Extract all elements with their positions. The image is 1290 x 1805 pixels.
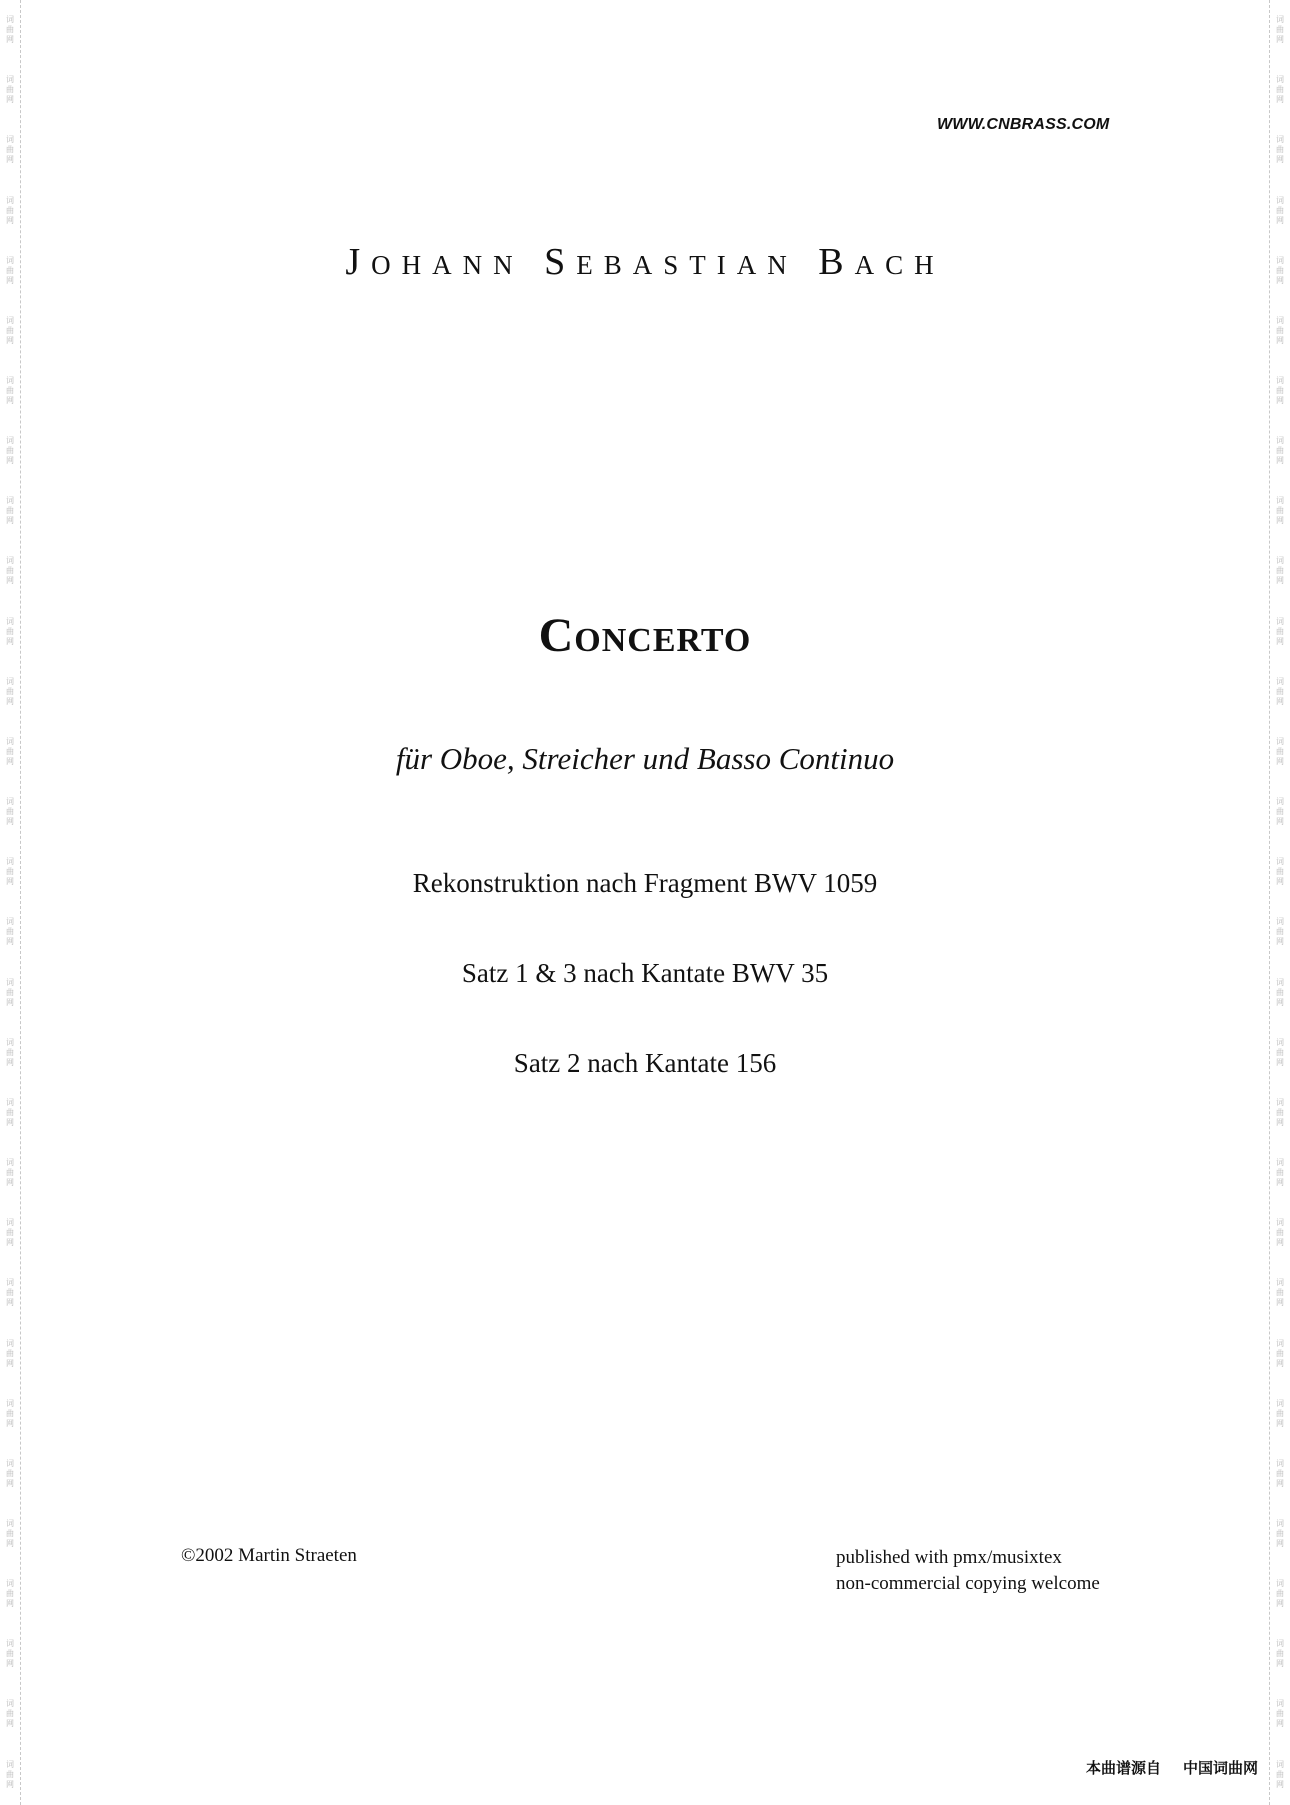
edge-watermark-text: 词曲网 <box>1276 736 1284 766</box>
edge-watermark-text: 词曲网 <box>6 75 14 105</box>
edge-watermark-text: 词曲网 <box>1276 1158 1284 1188</box>
edge-watermark-text: 词曲网 <box>6 1579 14 1609</box>
edge-watermark-text: 词曲网 <box>6 315 14 345</box>
edge-watermark-text: 词曲网 <box>1276 75 1284 105</box>
edge-watermark-text: 词曲网 <box>6 135 14 165</box>
edge-watermark-text: 词曲网 <box>1276 616 1284 646</box>
edge-watermark-text: 词曲网 <box>1276 977 1284 1007</box>
edge-watermark-text: 词曲网 <box>6 676 14 706</box>
edge-watermark-text: 词曲网 <box>6 1759 14 1789</box>
work-title: Concerto <box>538 609 752 662</box>
edge-watermark-text: 词曲网 <box>6 1338 14 1368</box>
edge-watermark-text: 词曲网 <box>1276 556 1284 586</box>
edge-watermark-text: 词曲网 <box>6 977 14 1007</box>
edge-watermark-text: 词曲网 <box>1276 1759 1284 1789</box>
edge-watermark-text: 词曲网 <box>6 436 14 466</box>
edge-watermark-text: 词曲网 <box>6 1639 14 1669</box>
source-attribution <box>1086 1757 1258 1778</box>
edge-watermark-text: 词曲网 <box>6 616 14 646</box>
edge-watermark-text: 词曲网 <box>1276 857 1284 887</box>
edge-watermark-text: 词曲网 <box>6 797 14 827</box>
edge-watermark-text: 词曲网 <box>6 1097 14 1127</box>
publisher-info <box>836 1545 1100 1597</box>
instrumentation-subtitle: für Oboe, Streicher und Basso Continuo <box>395 741 895 776</box>
edge-watermark-text: 词曲网 <box>6 1398 14 1428</box>
edge-watermark-text: 词曲网 <box>1276 1218 1284 1248</box>
edge-watermark-text: 词曲网 <box>1276 1278 1284 1308</box>
edge-watermark-text: 词曲网 <box>6 1218 14 1248</box>
edge-watermark-text: 词曲网 <box>6 857 14 887</box>
edge-watermark-text: 词曲网 <box>6 736 14 766</box>
movement-2-note: Satz 2 nach Kantate 156 <box>513 1048 777 1078</box>
website-url: WWW.CNBRASS.COM <box>937 116 1110 133</box>
publisher-line-2: non-commercial copying welcome <box>836 1573 1100 1594</box>
edge-watermark-text: 词曲网 <box>1276 1398 1284 1428</box>
source-prefix: 本曲谱源自 <box>1085 1759 1161 1777</box>
edge-watermark-text: 词曲网 <box>1276 917 1284 947</box>
edge-watermark-text: 词曲网 <box>1276 1579 1284 1609</box>
edge-watermark-text: 词曲网 <box>1276 1037 1284 1067</box>
edge-watermark-text: 词曲网 <box>6 1518 14 1548</box>
edge-watermark-text: 词曲网 <box>6 255 14 285</box>
edge-watermark-text: 词曲网 <box>1276 797 1284 827</box>
source-site: 中国词曲网 <box>1182 1759 1258 1777</box>
edge-watermark-text: 词曲网 <box>1276 195 1284 225</box>
edge-watermark-text: 词曲网 <box>1276 376 1284 406</box>
edge-watermark-text: 词曲网 <box>6 1278 14 1308</box>
edge-watermark-text: 词曲网 <box>1276 255 1284 285</box>
edge-watermark-text: 词曲网 <box>6 376 14 406</box>
edge-watermark-text: 词曲网 <box>1276 135 1284 165</box>
reconstruction-note: Rekonstruktion nach Fragment BWV 1059 <box>412 868 878 898</box>
edge-watermark-text: 词曲网 <box>1276 1518 1284 1548</box>
edge-watermark-text: 词曲网 <box>6 1458 14 1488</box>
edge-watermark-text: 词曲网 <box>1276 1699 1284 1729</box>
copyright-notice: ©2002 Martin Straeten <box>181 1545 357 1566</box>
edge-watermark-text: 词曲网 <box>6 1037 14 1067</box>
edge-watermark-text: 词曲网 <box>6 195 14 225</box>
edge-watermark-text: 词曲网 <box>1276 676 1284 706</box>
edge-watermark-text: 词曲网 <box>1276 1338 1284 1368</box>
composer-name: Johann Sebastian Bach <box>345 241 945 283</box>
movements-1-3-note: Satz 1 & 3 nach Kantate BWV 35 <box>461 958 829 988</box>
edge-watermark-text: 词曲网 <box>1276 1458 1284 1488</box>
edge-watermark-text: 词曲网 <box>1276 1097 1284 1127</box>
edge-watermark-text: 词曲网 <box>6 1158 14 1188</box>
edge-watermark-text: 词曲网 <box>1276 496 1284 526</box>
edge-watermark-text: 词曲网 <box>1276 1639 1284 1669</box>
edge-watermark-text: 词曲网 <box>1276 436 1284 466</box>
edge-watermark-text: 词曲网 <box>6 15 14 45</box>
edge-watermark-text: 词曲网 <box>1276 15 1284 45</box>
edge-watermark-text: 词曲网 <box>1276 315 1284 345</box>
edge-watermark-text: 词曲网 <box>6 496 14 526</box>
edge-watermark-text: 词曲网 <box>6 1699 14 1729</box>
publisher-line-1: published with pmx/musixtex <box>836 1547 1062 1568</box>
edge-watermark-text: 词曲网 <box>6 917 14 947</box>
edge-watermark-text: 词曲网 <box>6 556 14 586</box>
